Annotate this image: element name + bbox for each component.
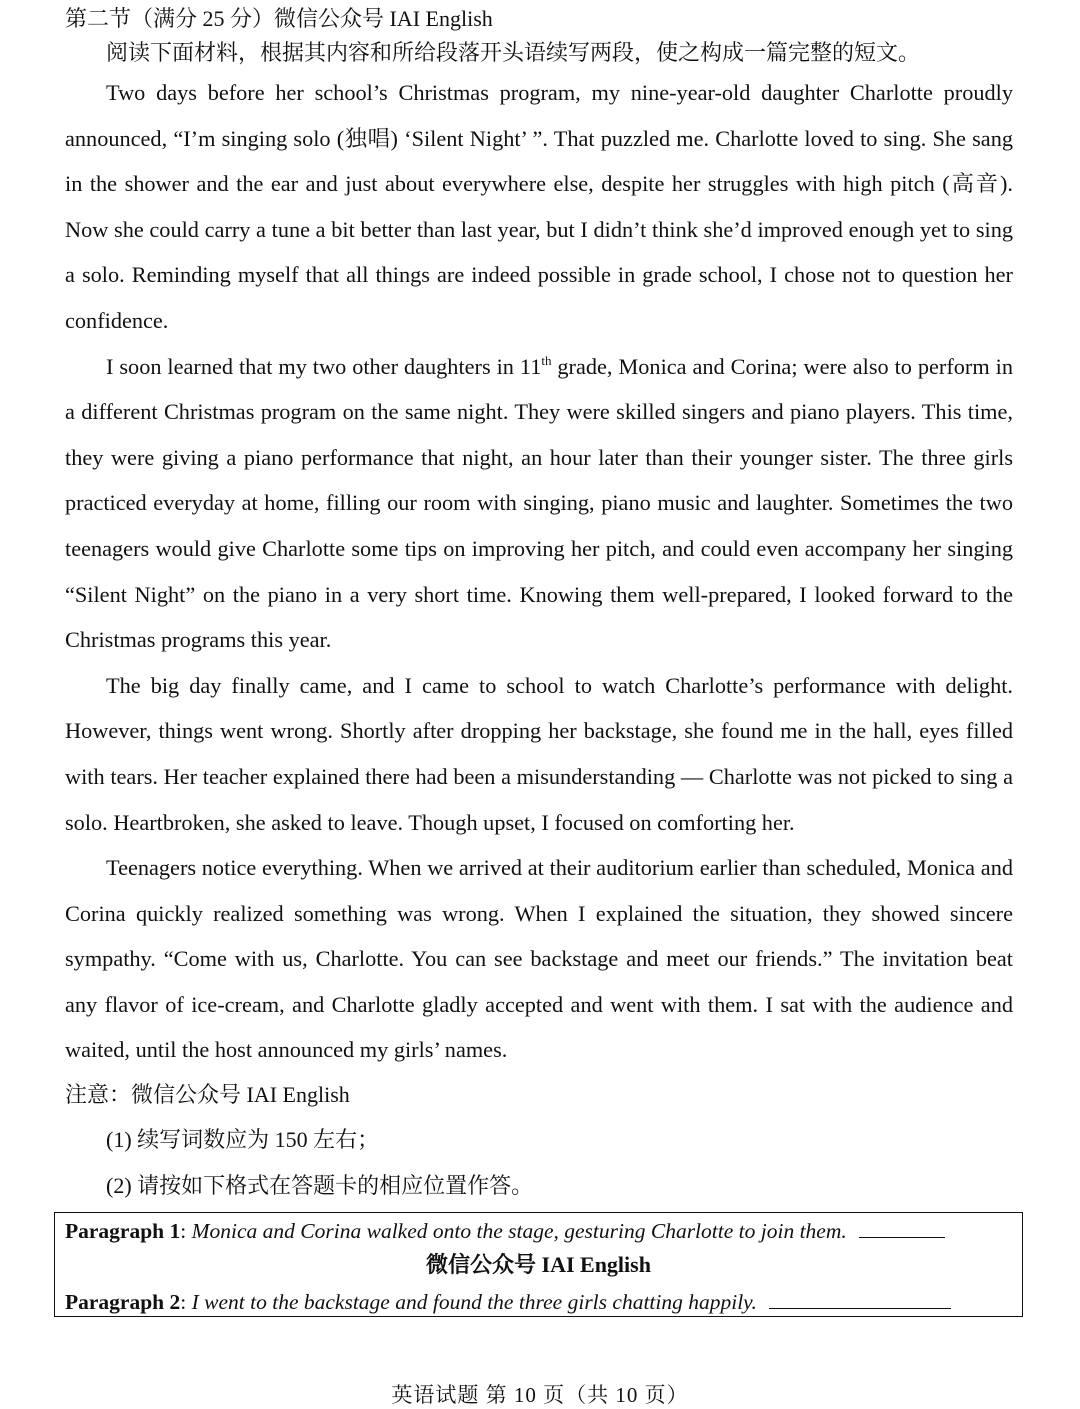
watermark-text: 微信公众号 IAI English: [426, 1252, 651, 1277]
reading-passage: [65, 70, 1013, 1073]
task-instruction: 阅读下面材料，根据其内容和所给段落开头语续写两段，使之构成一篇完整的短文。: [106, 40, 921, 65]
paragraph-2-prompt: I went to the backstage and found the three girls chatting happily.: [191, 1290, 757, 1314]
paragraph-2-start: I soon learned that my two other daughters in 11: [106, 353, 542, 379]
page-footer: 英语试题 第 10 页（共 10 页）: [391, 1383, 689, 1407]
passage-paragraph-2: [65, 344, 1013, 663]
paragraph-1-prompt-line: [65, 1215, 945, 1246]
ordinal-superscript: th: [541, 352, 552, 368]
note-item-answer-format: (2) 请按如下格式在答题卡的相应位置作答。: [106, 1173, 534, 1198]
notes-title: 注意：微信公众号 IAI English: [65, 1082, 350, 1107]
paragraph-2-prompt-line: [65, 1286, 951, 1317]
note-item-word-count: (1) 续写词数应为 150 左右；: [106, 1127, 380, 1152]
passage-paragraph-3: The big day finally came, and I came to school to watch Charlotte’s performance with delight. However, things went wrong. Shortly after dropping her backstage, she found me in the hall, eyes filled with tears. Her teacher explained there had been a misunderstanding — Charlotte was not picked to sing a solo. Heartbroken, she asked to leave. Though upset, I focused on comforting her.: [65, 672, 1013, 835]
paragraph-1-separator: :: [180, 1219, 192, 1243]
passage-paragraph-1: Two days before her school’s Christmas program, my nine-year-old daughter Charlotte proudly announced, “I’m singing solo (独唱) ‘Silent Night’ ”. That puzzled me. Charlotte loved to sing. She sang in the shower and the ear and just about everywhere else, despite her struggles with high pitch (高音). Now she could carry a tune a bit better than last year, but I didn’t think she’d improved enough yet to sing a solo. Reminding myself that all things are indeed possible in grade school, I chose not to question her confidence.: [65, 80, 1013, 333]
answer-format-box: [54, 1212, 1023, 1317]
paragraph-2-rest: grade, Monica and Corina; were also to perform in a different Christmas program on the same night. They were skilled singers and piano players. This time, they were giving a piano performance that night, an hour later than their younger sister. The three girls practiced everyday at home, filling our room with singing, piano music and laughter. Sometimes the two teenagers would give Charlotte some tips on improving her pitch, and could even accompany her singing “Silent Night” on the piano in a very short time. Knowing them well-prepared, I looked forward to the Christmas programs this year.: [65, 353, 1013, 653]
paragraph-2-blank-line: [769, 1286, 951, 1309]
paragraph-1-blank-line: [859, 1215, 945, 1238]
paragraph-2-separator: :: [180, 1290, 192, 1314]
section-title: 第二节（满分 25 分）微信公众号 IAI English: [65, 6, 493, 31]
paragraph-1-label: Paragraph 1: [65, 1219, 181, 1243]
paragraph-1-prompt: Monica and Corina walked onto the stage, gesturing Charlotte to join them.: [191, 1219, 847, 1243]
passage-paragraph-4: Teenagers notice everything. When we arrived at their auditorium earlier than scheduled, Monica and Corina quickly realized something was wrong. When I explained the situation, they showed sincere sympathy. “Come with us, Charlotte. You can see backstage and meet our friends.” The invitation beat any flavor of ice-cream, and Charlotte gladly accepted and went with them. I sat with the audience and waited, until the host announced my girls’ names.: [65, 855, 1013, 1063]
paragraph-2-label: Paragraph 2: [65, 1290, 181, 1314]
